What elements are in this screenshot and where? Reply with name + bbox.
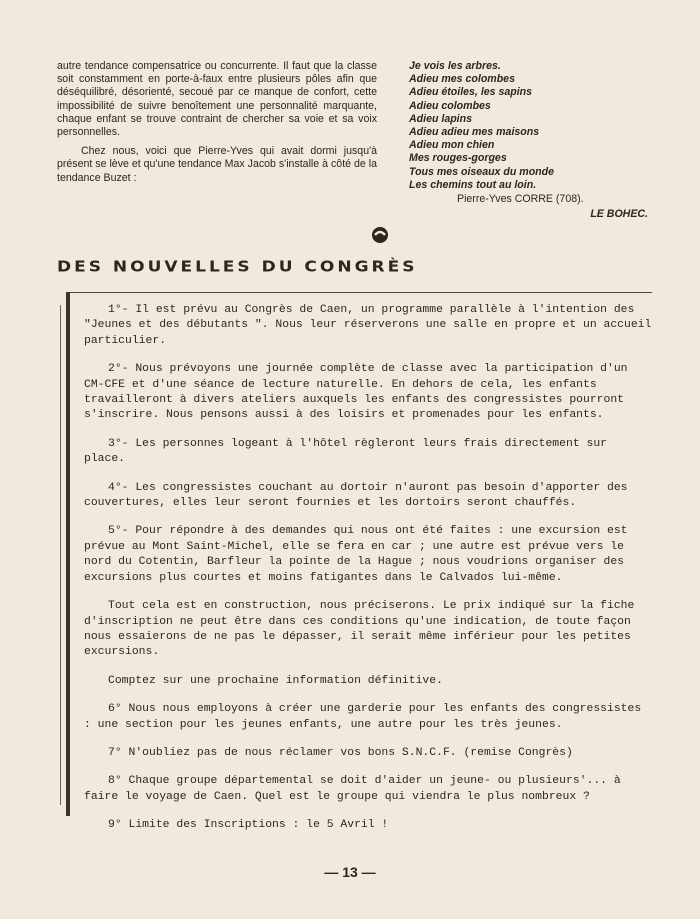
section-title: DES NOUVELLES DU CONGRÈS xyxy=(57,258,418,276)
news-item: 4°- Les congressistes couchant au dortoir n'auront pas besoin d'apporter des couvertures, elles leur seront fournies et les dortoirs seront chauffés. xyxy=(84,481,628,510)
news-item: 8° Chaque groupe départemental se doit d'aider un jeune- ou plusieurs'... à faire le voyage de Caen. Quel est le groupe qui viendra le plus nombreux ? xyxy=(84,775,621,803)
news-item: 5°- Pour répondre à des demandes qui nous ont été faites : une excursion est prévue au Mont Saint-Michel, elle se fera en car ; une autre est prévue vers le nord du Cotentin, Barfleur la pointe de la Hague ; nous voudrions organiser des excursions plus courtes et moins fatigantes dans le Calvados lui-même. xyxy=(84,525,628,584)
news-item: 1°- Il est prévu au Congrès de Caen, un programme parallèle à l'intention des "Jeunes et des débutants ". Nous leur réserverons une salle en propre et un accueil particulier. xyxy=(84,304,652,347)
poem xyxy=(409,60,654,192)
frame-left-rule-thin xyxy=(60,305,61,805)
congress-news xyxy=(84,303,652,847)
news-item: Tout cela est en construction, nous préciserons. Le prix indiqué sur la fiche d'inscription ne peut être dans ces conditions qu'une indication, de toute façon nous essaierons de ne pas le dépasser, il serait même inférieur pour les petites excursions. xyxy=(84,600,635,659)
news-item: 7° N'oubliez pas de nous réclamer vos bons S.N.C.F. (remise Congrès) xyxy=(108,746,573,759)
frame-left-rule xyxy=(66,292,70,816)
news-item: 2°- Nous prévoyons une journée complète de classe avec la participation d'un CM-CFE et d'une séance de lecture naturelle. En dehors de cela, les enfants travailleront à divers ateliers auxquels les enfants des congressistes pourront s'inscrire. Nous pensons aussi à des loisirs et promenades pour les enfants. xyxy=(84,363,628,422)
frame-top-rule xyxy=(66,292,652,293)
poem-line: Tous mes oiseaux du monde xyxy=(409,165,555,178)
news-item: 6° Nous nous employons à créer une garderie pour les enfants des congressistes : une section pour les jeunes enfants, une autre pour les très jeunes. xyxy=(84,703,642,731)
left-paragraph-2: Chez nous, voici que Pierre-Yves qui avait dormi jusqu'à présent se lève et qu'une tendance Max Jacob s'installe à côté de la tendance Buzet : xyxy=(57,145,377,184)
page-number: — 13 — xyxy=(324,864,376,880)
poem-line: Mes rouges-gorges xyxy=(409,152,507,165)
poem-line: Je vois les arbres. xyxy=(409,60,501,72)
left-paragraph-1: autre tendance compensatrice ou concurrente. Il faut que la classe soit constamment en porte-à-faux entre plusieurs pôles afin que déséquilibré, désorienté, secoué par ce manque de confort, cette impossibilité de suivre benoîtement une personnalité marquante, chaque enfant se trouve contraint de chercher sa voie et sa voix personnelles. xyxy=(57,60,377,139)
news-item: Comptez sur une prochaine information définitive. xyxy=(108,674,443,687)
article-author: LE BOHEC. xyxy=(590,208,648,220)
poem-line: Adieu lapins xyxy=(409,112,472,125)
poem-line: Adieu adieu mes maisons xyxy=(409,126,540,139)
poem-line: Adieu colombes xyxy=(409,99,491,112)
poem-line: Adieu mes colombes xyxy=(409,73,515,86)
news-item: 3°- Les personnes logeant à l'hôtel règleront leurs frais directement sur place. xyxy=(84,437,607,466)
ornament-icon xyxy=(370,225,390,245)
poem-line: Les chemins tout au loin. xyxy=(409,178,537,191)
left-column xyxy=(57,60,377,191)
poem-signature: Pierre-Yves CORRE (708). xyxy=(457,193,584,205)
poem-line: Adieu étoiles, les sapins xyxy=(409,86,533,99)
poem-line: Adieu mon chien xyxy=(409,139,495,152)
news-item: 9° Limite des Inscriptions : le 5 Avril ! xyxy=(108,819,389,832)
